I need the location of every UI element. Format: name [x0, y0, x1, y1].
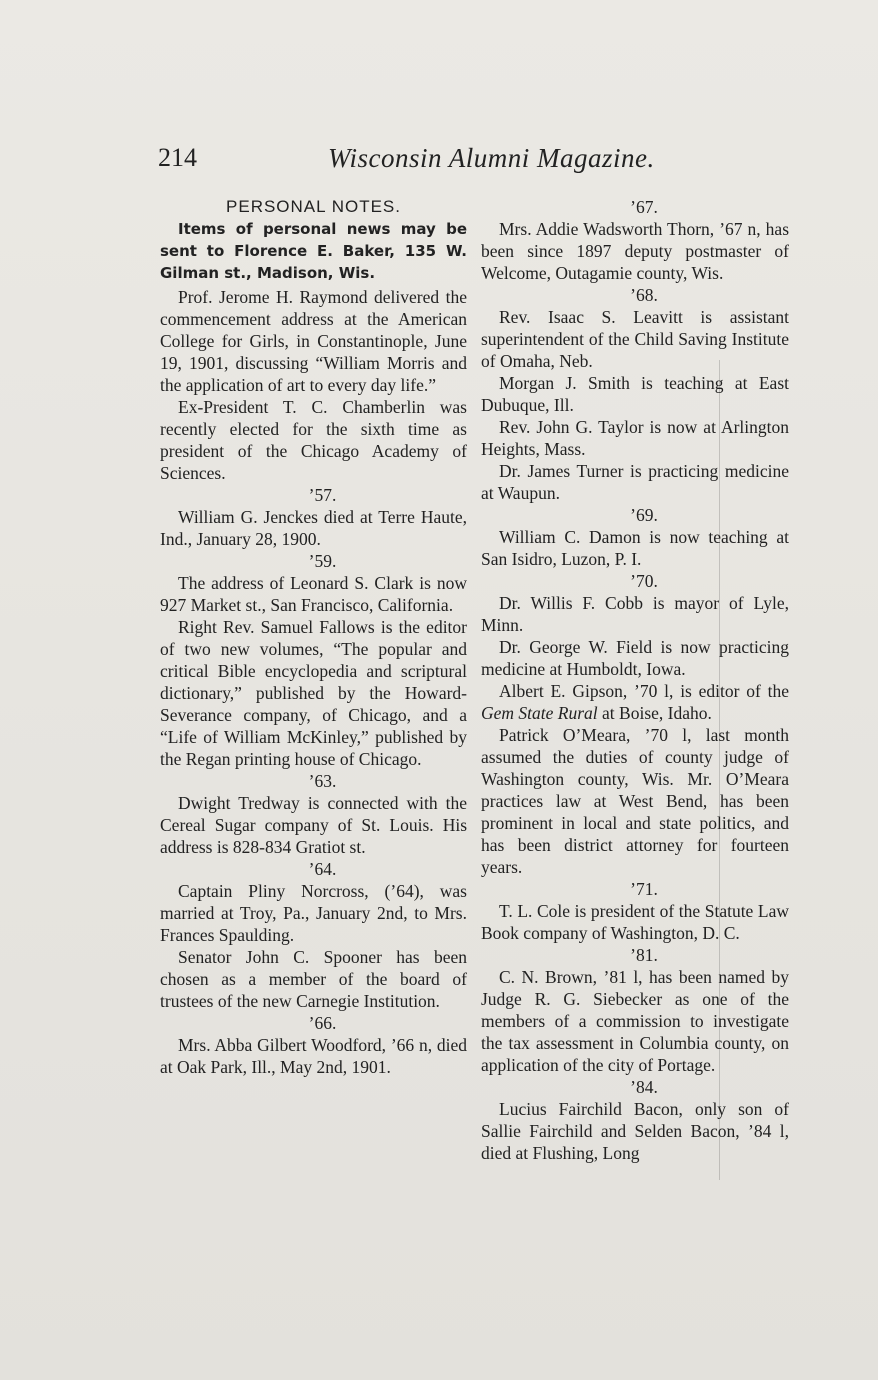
class-year-heading: ’57. — [308, 485, 337, 505]
left-column — [160, 196, 467, 1078]
note-paragraph: C. N. Brown, ’81 l, has been named by Judge R. G. Siebecker as one of the members of a commission to investigate the tax assessment in Columbia county, on application of the city of Portage. — [481, 967, 789, 1075]
magazine-title: Wisconsin Alumni Magazine. — [328, 143, 655, 173]
page-header — [158, 143, 798, 183]
note-paragraph: Right Rev. Samuel Fallows is the editor of two new volumes, “The popular and critical Bible encyclopedia and scriptural dictionary,” published by the Howard-Severance company, of Chicago, and a “Life of William McKinley,” published by the Regan printing house of Chicago. — [160, 617, 467, 769]
page-number: 214 — [158, 143, 197, 172]
note-text: at Boise, Idaho. — [597, 703, 712, 723]
right-column — [481, 196, 789, 1164]
note-paragraph: Rev. John G. Taylor is now at Arlington Heights, Mass. — [481, 417, 789, 459]
note-paragraph: Patrick O’Meara, ’70 l, last month assumed the duties of county judge of Washington county, Wis. Mr. O’Meara practices law at West Bend, has been prominent in local and state politics, and has been district attorney for fourteen years. — [481, 725, 789, 877]
note-paragraph — [481, 680, 789, 724]
note-paragraph: T. L. Cole is president of the Statute Law Book company of Washington, D. C. — [481, 901, 789, 943]
note-text: Albert E. Gipson, ’70 l, is editor of the — [499, 681, 789, 701]
note-paragraph: Mrs. Abba Gilbert Woodford, ’66 n, died at Oak Park, Ill., May 2nd, 1901. — [160, 1035, 467, 1077]
publication-title: Gem State Rural — [481, 703, 598, 723]
note-paragraph: Prof. Jerome H. Raymond delivered the commencement address at the American College for Girls, in Constantinople, June 19, 1901, discussing “William Morris and the application of art to every day life.” — [160, 287, 467, 395]
submission-notice: Items of personal news may be sent to Florence E. Baker, 135 W. Gilman st., Madison, Wis. — [160, 220, 467, 282]
section-title: PERSONAL NOTES. — [226, 197, 401, 216]
note-paragraph: Captain Pliny Norcross, (’64), was married at Troy, Pa., January 2nd, to Mrs. Frances Spaulding. — [160, 881, 467, 945]
class-year-heading: ’68. — [630, 285, 658, 305]
note-paragraph: Senator John C. Spooner has been chosen as a member of the board of trustees of the new Carnegie Institution. — [160, 947, 467, 1011]
note-paragraph: Rev. Isaac S. Leavitt is assistant superintendent of the Child Saving Institute of Omaha, Neb. — [481, 307, 789, 371]
class-year-heading: ’81. — [630, 945, 658, 965]
note-paragraph: Ex-President T. C. Chamberlin was recently elected for the sixth time as president of the Chicago Academy of Sciences. — [160, 397, 467, 483]
class-year-heading: ’70. — [630, 571, 658, 591]
class-year-heading: ’64. — [308, 859, 337, 879]
note-paragraph: Dwight Tredway is connected with the Cereal Sugar company of St. Louis. His address is 828-834 Gratiot st. — [160, 793, 467, 857]
class-year-heading: ’63. — [308, 771, 337, 791]
note-paragraph: Lucius Fairchild Bacon, only son of Sallie Fairchild and Selden Bacon, ’84 l, died at Flushing, Long — [481, 1099, 789, 1163]
note-paragraph: William G. Jenckes died at Terre Haute, Ind., January 28, 1900. — [160, 507, 467, 549]
note-paragraph: William C. Damon is now teaching at San Isidro, Luzon, P. I. — [481, 527, 789, 569]
class-year-heading: ’84. — [630, 1077, 658, 1097]
class-year-heading: ’69. — [630, 505, 658, 525]
class-year-heading: ’67. — [630, 197, 658, 217]
note-paragraph: Dr. James Turner is practicing medicine at Waupun. — [481, 461, 789, 503]
note-paragraph: Dr. George W. Field is now practicing medicine at Humboldt, Iowa. — [481, 637, 789, 679]
note-paragraph: Mrs. Addie Wadsworth Thorn, ’67 n, has been since 1897 deputy postmaster of Welcome, Outagamie county, Wis. — [481, 219, 789, 283]
class-year-heading: ’71. — [630, 879, 658, 899]
note-paragraph: Morgan J. Smith is teaching at East Dubuque, Ill. — [481, 373, 789, 415]
note-paragraph: Dr. Willis F. Cobb is mayor of Lyle, Minn. — [481, 593, 789, 635]
note-paragraph: The address of Leonard S. Clark is now 927 Market st., San Francisco, California. — [160, 573, 467, 615]
class-year-heading: ’66. — [308, 1013, 337, 1033]
class-year-heading: ’59. — [308, 551, 337, 571]
